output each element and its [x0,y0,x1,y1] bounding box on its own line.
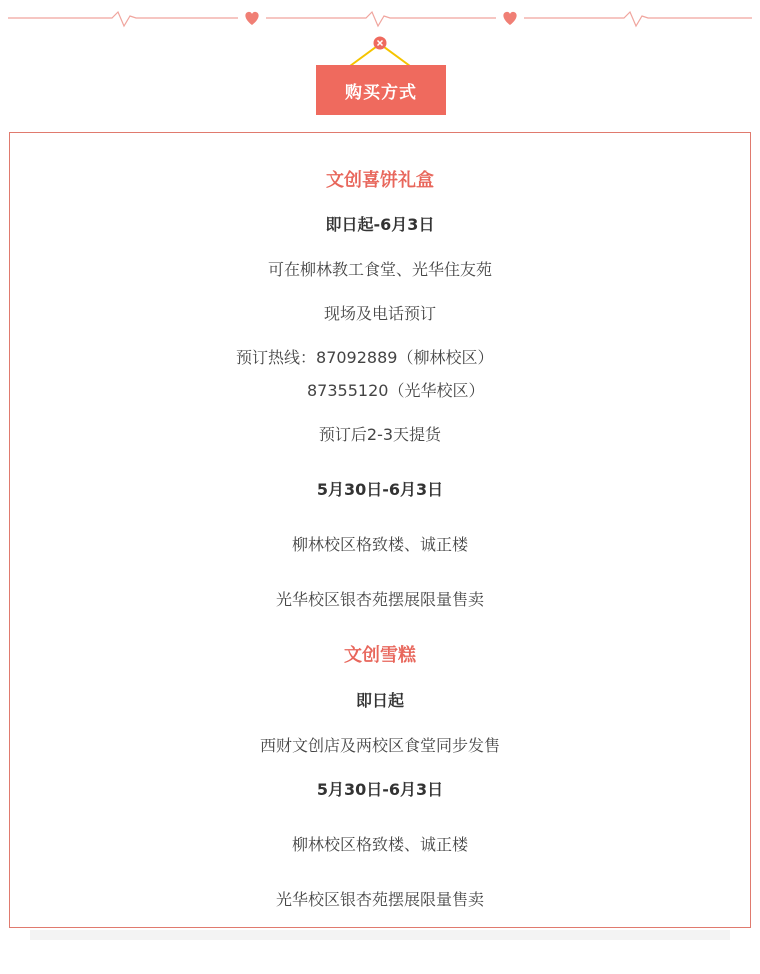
heart-icon [245,12,258,25]
gift-box-location-1: 柳林校区格致楼、诚正楼 [291,535,468,554]
gift-box-line-2: 现场及电话预订 [323,304,436,323]
hotline-row [236,345,493,368]
gift-box-period-2: 5月30日-6月3日 [316,480,444,499]
ice-cream-location-2: 光华校区银杏苑摆展限量售卖 [275,890,484,909]
hotline-number-1: 87092889（柳林校区） [316,348,494,367]
ice-cream-title: 文创雪糕 [344,645,416,666]
ice-cream-period-2: 5月30日-6月3日 [316,780,444,799]
heartbeat-line [8,12,752,26]
badge-hanger [340,30,420,70]
gift-box-period-1: 即日起-6月3日 [325,215,435,234]
ice-cream-location-1: 柳林校区格致楼、诚正楼 [291,835,468,854]
hotline-number-2: 87355120（光华校区） [307,381,485,400]
gift-box-title: 文创喜饼礼盒 [326,170,434,191]
gift-box-pickup: 预订后2-3天提货 [318,425,442,444]
gift-box-line-1: 可在柳林教工食堂、光华住友苑 [267,260,492,279]
gift-box-location-2: 光华校区银杏苑摆展限量售卖 [275,590,484,609]
content-frame [9,132,751,928]
hotline-label: 预订热线： [236,348,317,367]
section-title-badge: 购买方式 [316,65,446,115]
heart-icon [503,12,516,25]
bottom-shadow [30,930,730,940]
ice-cream-period-1: 即日起 [355,691,404,710]
ice-cream-line-1: 西财文创店及两校区食堂同步发售 [259,736,500,755]
